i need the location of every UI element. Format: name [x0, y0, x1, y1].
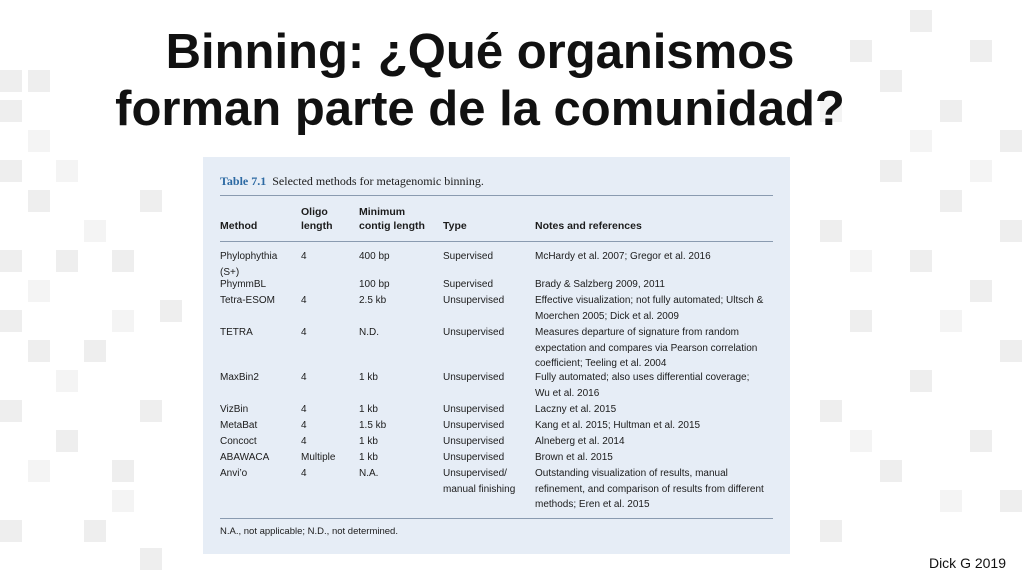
- cell-method: [220, 293, 300, 309]
- table-caption-text: Selected methods for metagenomic binning.: [272, 174, 484, 188]
- cell-contig-length: 400 bp: [359, 251, 390, 262]
- cell-notes: [535, 325, 780, 372]
- table-footnote: N.A., not applicable; N.D., not determined.: [220, 526, 398, 537]
- cell-method-line: (S+): [220, 266, 240, 278]
- slide-title-line-2: forman parte de la comunidad?: [115, 82, 845, 136]
- cell-notes-line: Kang et al. 2015; Hultman et al. 2015: [535, 420, 701, 431]
- cell-type: [443, 370, 533, 386]
- cell-method-line: PhymmBL: [220, 279, 267, 290]
- cell-notes-line: Brady & Salzberg 2009, 2011: [535, 279, 665, 290]
- cell-notes-line: Outstanding visualization of results, manual: [535, 468, 728, 479]
- cell-notes-line: Alneberg et al. 2014: [535, 436, 625, 447]
- cell-notes-line: Moerchen 2005; Dick et al. 2009: [535, 310, 679, 322]
- cell-notes-line: Brown et al. 2015: [535, 452, 613, 463]
- cell-method: [220, 418, 300, 434]
- table-top-rule: [220, 195, 773, 196]
- slide-credit: Dick G 2019: [928, 555, 1006, 571]
- cell-type-line: Supervised: [443, 251, 494, 262]
- cell-contig-length: 1 kb: [359, 436, 378, 447]
- cell-type-line: Unsupervised/: [443, 468, 507, 479]
- cell-notes: [535, 370, 780, 401]
- cell-method: [220, 450, 300, 466]
- cell-method: [220, 434, 300, 450]
- cell-type-line: Unsupervised: [443, 327, 505, 338]
- cell-type: [443, 450, 533, 466]
- cell-method-line: MetaBat: [220, 420, 258, 431]
- table-bottom-rule: [220, 518, 773, 519]
- header-contig-length: Minimum contig length: [359, 206, 425, 232]
- cell-oligo-length: 4: [301, 327, 307, 338]
- cell-method-line: VizBin: [220, 404, 249, 415]
- cell-notes-line: Effective visualization; not fully automated; Ultsch &: [535, 295, 764, 306]
- cell-type: [443, 293, 533, 309]
- cell-notes: [535, 466, 780, 513]
- cell-method-line: Tetra-ESOM: [220, 295, 276, 306]
- cell-notes-line: methods; Eren et al. 2015: [535, 499, 650, 510]
- cell-oligo-length: 4: [301, 436, 307, 447]
- cell-type: [443, 277, 533, 293]
- cell-method: [220, 402, 300, 418]
- cell-oligo-length: 4: [301, 420, 307, 431]
- cell-notes: [535, 277, 780, 293]
- cell-notes: [535, 402, 780, 418]
- cell-type: [443, 418, 533, 434]
- table-caption: [220, 174, 484, 189]
- cell-type: [443, 402, 533, 418]
- slide-title-line-1: Binning: ¿Qué organismos: [165, 25, 795, 79]
- cell-oligo-length: 4: [301, 295, 307, 306]
- cell-notes: [535, 249, 780, 265]
- cell-type-line: Unsupervised: [443, 452, 505, 463]
- cell-contig-length: 1 kb: [359, 404, 378, 415]
- cell-oligo-length: 4: [301, 468, 307, 479]
- cell-type-line: manual finishing: [443, 483, 516, 495]
- cell-notes: [535, 434, 780, 450]
- cell-method-line: Concoct: [220, 436, 257, 447]
- cell-notes: [535, 293, 780, 324]
- cell-contig-length: 100 bp: [359, 279, 390, 290]
- cell-contig-length: N.D.: [359, 327, 379, 338]
- cell-contig-length: N.A.: [359, 468, 379, 479]
- cell-oligo-length: 4: [301, 404, 307, 415]
- cell-method-line: TETRA: [220, 327, 253, 338]
- cell-contig-length: 1.5 kb: [359, 420, 387, 431]
- header-oligo: Oligo length: [301, 206, 333, 232]
- cell-type-line: Supervised: [443, 279, 494, 290]
- cell-type: [443, 434, 533, 450]
- table-header-rule: [220, 241, 773, 242]
- slide-title: [0, 24, 960, 138]
- cell-notes-line: Measures departure of signature from random: [535, 327, 739, 338]
- cell-contig-length: 1 kb: [359, 372, 378, 383]
- cell-type-line: Unsupervised: [443, 404, 505, 415]
- cell-method: [220, 370, 300, 386]
- cell-type-line: Unsupervised: [443, 372, 505, 383]
- cell-notes-line: McHardy et al. 2007; Gregor et al. 2016: [535, 251, 711, 262]
- cell-contig-length: 2.5 kb: [359, 295, 387, 306]
- cell-notes: [535, 450, 780, 466]
- cell-notes: [535, 418, 780, 434]
- cell-method-line: Phylophythia: [220, 251, 278, 262]
- cell-notes-line: Fully automated; also uses differential coverage;: [535, 372, 750, 383]
- cell-method: [220, 466, 300, 482]
- cell-method: [220, 249, 300, 280]
- table-image-panel: [203, 157, 790, 554]
- table-caption-label: Table 7.1: [220, 174, 267, 188]
- cell-type: [443, 466, 533, 497]
- cell-notes-line: Wu et al. 2016: [535, 387, 600, 399]
- header-notes: Notes and references: [535, 220, 642, 232]
- cell-method-line: ABAWACA: [220, 452, 270, 463]
- header-type: Type: [443, 220, 467, 232]
- cell-type-line: Unsupervised: [443, 436, 505, 447]
- cell-notes-line: Laczny et al. 2015: [535, 404, 617, 415]
- cell-method-line: MaxBin2: [220, 372, 259, 383]
- cell-oligo-length: Multiple: [301, 452, 336, 463]
- cell-notes-line: refinement, and comparison of results from different: [535, 483, 764, 495]
- cell-type: [443, 325, 533, 341]
- cell-contig-length: 1 kb: [359, 452, 378, 463]
- cell-type: [443, 249, 533, 265]
- cell-type-line: Unsupervised: [443, 420, 505, 431]
- cell-type-line: Unsupervised: [443, 295, 505, 306]
- cell-method: [220, 277, 300, 293]
- cell-notes-line: coefficient; Teeling et al. 2004: [535, 358, 667, 369]
- header-method: Method: [220, 220, 258, 232]
- cell-notes-line: expectation and compares via Pearson correlation: [535, 342, 758, 354]
- cell-method: [220, 325, 300, 341]
- cell-oligo-length: 4: [301, 372, 307, 383]
- cell-oligo-length: 4: [301, 251, 307, 262]
- cell-method-line: Anvi’o: [220, 468, 248, 479]
